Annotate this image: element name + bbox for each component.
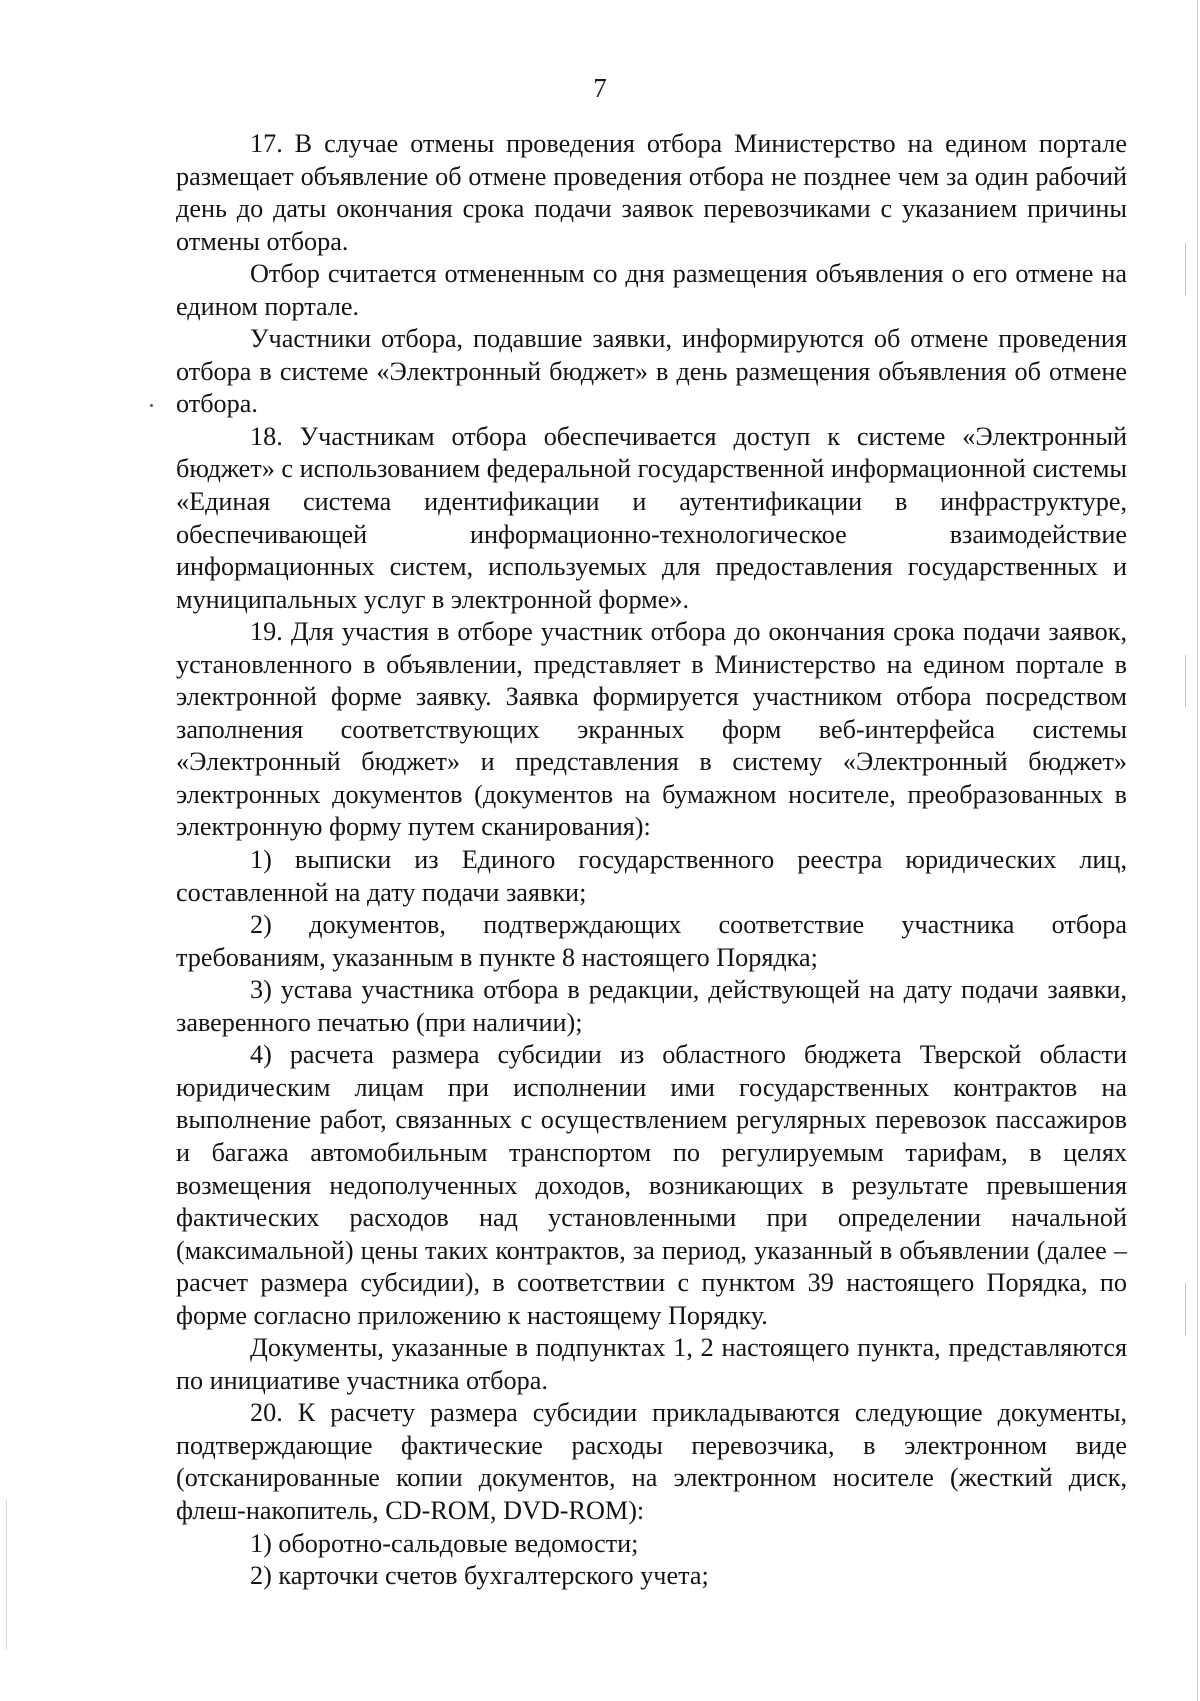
scan-mark — [1185, 655, 1186, 707]
list-item-20-2: 2) карточки счетов бухгалтерского учета; — [250, 1561, 709, 1591]
scan-edge-right — [1197, 0, 1198, 1701]
list-item-20-1: 1) оборотно-сальдовые ведомости; — [250, 1528, 639, 1558]
paragraph-cancel-effective: Отбор считается отмененным со дня размещения объявления о его отмене на едином портале. — [176, 259, 1127, 321]
paragraph-documents-initiative: Документы, указанные в подпунктах 1, 2 настоящего пункта, представляются по инициативе участника отбора. — [176, 1333, 1127, 1395]
page-number: 7 — [593, 73, 607, 103]
paragraph-20: 20. К расчету размера субсидии прикладываются следующие документы, подтверждающие фактические расходы перевозчика, в электронном виде (отсканированные копии документов, на электронном носителе (жесткий диск, флеш-накопитель, CD-ROM, DVD-ROM): — [176, 1398, 1127, 1525]
scan-dot — [150, 404, 153, 407]
scan-edge-left — [6, 1500, 7, 1650]
paragraph-19: 19. Для участия в отборе участник отбора до окончания срока подачи заявок, установленного в объявлении, представляет в Министерство на едином портале в электронной форме заявку. Заявка формируется участником отбора посредством заполнения соответствующих экранных форм веб-интерфейса системы «Электронный бюджет» и представления в систему «Электронный бюджет» электронных документов (документов на бумажном носителе, преобразованных в электронную форму путем сканирования): — [176, 617, 1127, 842]
list-item-19-1: 1) выписки из Единого государственного реестра юридических лиц, составленной на дату подачи заявки; — [176, 845, 1127, 907]
paragraph-17: 17. В случае отмены проведения отбора Министерство на едином портале размещает объявление об отмене проведения отбора не позднее чем за один рабочий день до даты окончания срока подачи заявок перевозчиками с указанием причины отмены отбора. — [176, 129, 1127, 256]
list-item-19-3: 3) устава участника отбора в редакции, действующей на дату подачи заявки, заверенного печатью (при наличии); — [176, 975, 1127, 1037]
scan-mark — [1185, 243, 1186, 295]
list-item-19-2: 2) документов, подтверждающих соответствие участника отбора требованиям, указанным в пункте 8 настоящего Порядка; — [176, 910, 1127, 972]
list-item-19-4: 4) расчета размера субсидии из областного бюджета Тверской области юридическим лицам при исполнении ими государственных контрактов на выполнение работ, связанных с осуществлением регулярных перевозок пассажиров и багажа автомобильным транспортом по регулируемым тарифам, в целях возмещения недополученных доходов, возникающих в результате превышения фактических расходов над установленными при определении начальной (максимальной) цены таких контрактов, за период, указанный в объявлении (далее – расчет размера субсидии), в соответствии с пунктом 39 настоящего Порядка, по форме согласно приложению к настоящему Порядку. — [176, 1040, 1127, 1330]
paragraph-18: 18. Участникам отбора обеспечивается доступ к системе «Электронный бюджет» с использованием федеральной государственной информационной системы «Единая система идентификации и аутентификации в инфраструктуре, обеспечивающей информационно-технологическое взаимодействие информационных систем, используемых для предоставления государственных и муниципальных услуг в электронной форме». — [176, 421, 1127, 614]
paragraph-participants-informed: Участники отбора, подавшие заявки, информируются об отмене проведения отбора в системе «Электронный бюджет» в день размещения объявления об отмене отбора. — [176, 324, 1127, 419]
document-body — [176, 128, 1127, 1593]
scan-mark — [1185, 1283, 1186, 1335]
